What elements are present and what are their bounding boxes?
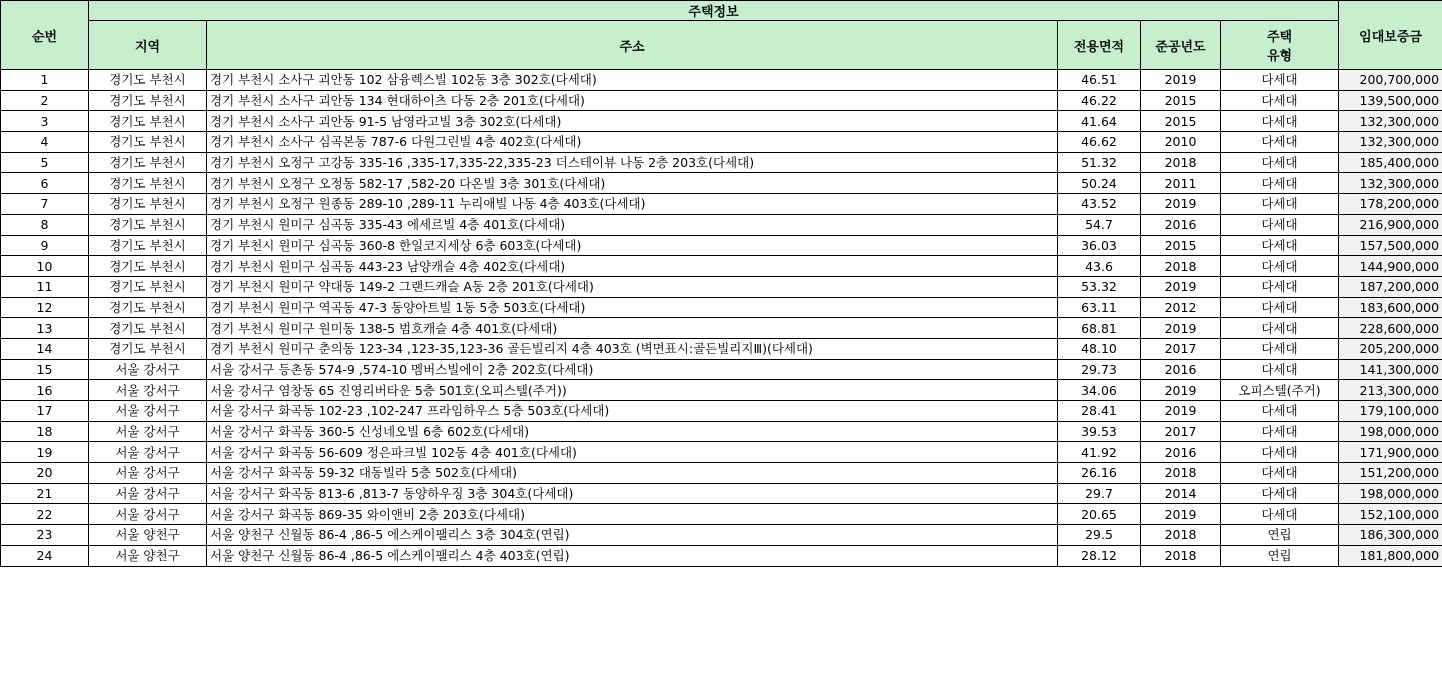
- cell-seq: 4: [1, 132, 89, 153]
- cell-region: 경기도 부천시: [89, 276, 207, 297]
- cell-year: 2019: [1141, 276, 1221, 297]
- cell-year: 2018: [1141, 525, 1221, 546]
- cell-year: 2017: [1141, 421, 1221, 442]
- cell-deposit: 198,000,000: [1339, 421, 1442, 442]
- cell-region: 서울 강서구: [89, 483, 207, 504]
- cell-address: 서울 강서구 화곡동 59-32 대동빌라 5층 502호(다세대): [207, 463, 1058, 484]
- cell-deposit: 198,000,000: [1339, 483, 1442, 504]
- cell-address: 경기 부천시 오정구 오정동 582-17 ,582-20 다온빌 3층 301호(다세대): [207, 173, 1058, 194]
- cell-address: 경기 부천시 원미구 심곡동 335-43 에세르빌 4층 401호(다세대): [207, 214, 1058, 235]
- cell-deposit: 132,300,000: [1339, 173, 1442, 194]
- cell-area: 20.65: [1058, 504, 1141, 525]
- cell-deposit: 205,200,000: [1339, 338, 1442, 359]
- cell-address: 서울 강서구 화곡동 56-609 정은파크빌 102동 4층 401호(다세대): [207, 442, 1058, 463]
- header-year: 준공년도: [1141, 21, 1221, 70]
- cell-address: 서울 양천구 신월동 86-4 ,86-5 에스케이팰리스 3층 304호(연립): [207, 525, 1058, 546]
- header-deposit: 임대보증금: [1339, 1, 1442, 70]
- cell-region: 서울 양천구: [89, 525, 207, 546]
- cell-region: 서울 양천구: [89, 545, 207, 566]
- cell-year: 2010: [1141, 132, 1221, 153]
- cell-deposit: 178,200,000: [1339, 194, 1442, 215]
- table-row: [1, 256, 1442, 277]
- cell-type: 다세대: [1221, 401, 1339, 422]
- header-housing-info: 주택정보: [89, 1, 1339, 21]
- table-row: [1, 173, 1442, 194]
- cell-year: 2018: [1141, 256, 1221, 277]
- table-row: [1, 380, 1442, 401]
- table-row: [1, 483, 1442, 504]
- header-type: [1221, 21, 1339, 70]
- cell-region: 서울 강서구: [89, 504, 207, 525]
- cell-year: 2019: [1141, 401, 1221, 422]
- cell-area: 46.22: [1058, 90, 1141, 111]
- cell-year: 2016: [1141, 442, 1221, 463]
- header-address: 주소: [207, 21, 1058, 70]
- cell-type: 다세대: [1221, 235, 1339, 256]
- table-row: [1, 111, 1442, 132]
- cell-year: 2017: [1141, 338, 1221, 359]
- cell-region: 경기도 부천시: [89, 338, 207, 359]
- cell-deposit: 144,900,000: [1339, 256, 1442, 277]
- cell-address: 경기 부천시 원미구 원미동 138-5 범호캐슬 4층 401호(다세대): [207, 318, 1058, 339]
- cell-seq: 2: [1, 90, 89, 111]
- cell-deposit: 139,500,000: [1339, 90, 1442, 111]
- cell-type: 다세대: [1221, 256, 1339, 277]
- cell-seq: 7: [1, 194, 89, 215]
- table-row: [1, 276, 1442, 297]
- cell-area: 46.51: [1058, 70, 1141, 91]
- table-row: [1, 318, 1442, 339]
- cell-area: 28.12: [1058, 545, 1141, 566]
- cell-area: 29.5: [1058, 525, 1141, 546]
- cell-year: 2016: [1141, 214, 1221, 235]
- cell-year: 2019: [1141, 70, 1221, 91]
- cell-address: 경기 부천시 소사구 심곡본동 787-6 다원그린빌 4층 402호(다세대): [207, 132, 1058, 153]
- table-row: [1, 442, 1442, 463]
- cell-seq: 23: [1, 525, 89, 546]
- table-row: [1, 421, 1442, 442]
- table-header: [1, 1, 1442, 70]
- table-row: [1, 90, 1442, 111]
- cell-deposit: 216,900,000: [1339, 214, 1442, 235]
- header-type-line1: 주택: [1266, 30, 1293, 45]
- cell-year: 2018: [1141, 545, 1221, 566]
- header-type-line2: 유형: [1266, 49, 1293, 64]
- table-body: [1, 70, 1442, 567]
- cell-deposit: 152,100,000: [1339, 504, 1442, 525]
- cell-deposit: 213,300,000: [1339, 380, 1442, 401]
- header-region: 지역: [89, 21, 207, 70]
- cell-area: 54.7: [1058, 214, 1141, 235]
- cell-region: 경기도 부천시: [89, 70, 207, 91]
- cell-address: 서울 강서구 화곡동 813-6 ,813-7 동양하우징 3층 304호(다세대): [207, 483, 1058, 504]
- table-row: [1, 70, 1442, 91]
- cell-type: 다세대: [1221, 297, 1339, 318]
- cell-region: 경기도 부천시: [89, 235, 207, 256]
- cell-type: 다세대: [1221, 463, 1339, 484]
- cell-year: 2019: [1141, 504, 1221, 525]
- cell-area: 68.81: [1058, 318, 1141, 339]
- cell-area: 39.53: [1058, 421, 1141, 442]
- cell-type: 다세대: [1221, 359, 1339, 380]
- cell-address: 서울 강서구 화곡동 869-35 와이앤비 2층 203호(다세대): [207, 504, 1058, 525]
- cell-address: 경기 부천시 오정구 고강동 335-16 ,335-17,335-22,335-23 더스테이뷰 나동 2층 203호(다세대): [207, 152, 1058, 173]
- cell-area: 36.03: [1058, 235, 1141, 256]
- cell-area: 29.7: [1058, 483, 1141, 504]
- cell-seq: 20: [1, 463, 89, 484]
- cell-seq: 6: [1, 173, 89, 194]
- header-area: 전용면적: [1058, 21, 1141, 70]
- cell-seq: 8: [1, 214, 89, 235]
- cell-region: 경기도 부천시: [89, 152, 207, 173]
- cell-area: 51.32: [1058, 152, 1141, 173]
- cell-address: 서울 강서구 화곡동 360-5 신성네오빌 6층 602호(다세대): [207, 421, 1058, 442]
- cell-seq: 5: [1, 152, 89, 173]
- cell-deposit: 200,700,000: [1339, 70, 1442, 91]
- cell-seq: 9: [1, 235, 89, 256]
- cell-year: 2015: [1141, 235, 1221, 256]
- cell-region: 경기도 부천시: [89, 132, 207, 153]
- cell-seq: 3: [1, 111, 89, 132]
- table-row: [1, 504, 1442, 525]
- cell-address: 경기 부천시 소사구 괴안동 91-5 남영라고빌 3층 302호(다세대): [207, 111, 1058, 132]
- cell-address: 서울 강서구 염창동 65 진영리버타운 5층 501호(오피스텔(주거)): [207, 380, 1058, 401]
- cell-year: 2019: [1141, 318, 1221, 339]
- cell-seq: 17: [1, 401, 89, 422]
- cell-area: 43.6: [1058, 256, 1141, 277]
- cell-type: 연립: [1221, 545, 1339, 566]
- cell-year: 2018: [1141, 463, 1221, 484]
- cell-deposit: 185,400,000: [1339, 152, 1442, 173]
- cell-area: 41.64: [1058, 111, 1141, 132]
- cell-area: 48.10: [1058, 338, 1141, 359]
- cell-year: 2015: [1141, 111, 1221, 132]
- cell-seq: 18: [1, 421, 89, 442]
- cell-type: 다세대: [1221, 173, 1339, 194]
- cell-type: 다세대: [1221, 442, 1339, 463]
- cell-type: 다세대: [1221, 338, 1339, 359]
- cell-type: 다세대: [1221, 132, 1339, 153]
- cell-seq: 15: [1, 359, 89, 380]
- cell-address: 서울 강서구 화곡동 102-23 ,102-247 프라임하우스 5층 503호(다세대): [207, 401, 1058, 422]
- table-row: [1, 401, 1442, 422]
- cell-deposit: 228,600,000: [1339, 318, 1442, 339]
- table-row: [1, 235, 1442, 256]
- cell-address: 경기 부천시 원미구 약대동 149-2 그랜드캐슬 A동 2층 201호(다세대): [207, 276, 1058, 297]
- table-row: [1, 297, 1442, 318]
- cell-year: 2018: [1141, 152, 1221, 173]
- cell-region: 경기도 부천시: [89, 256, 207, 277]
- cell-year: 2019: [1141, 380, 1221, 401]
- cell-type: 다세대: [1221, 152, 1339, 173]
- table-row: [1, 132, 1442, 153]
- cell-region: 경기도 부천시: [89, 194, 207, 215]
- table-row: [1, 359, 1442, 380]
- cell-seq: 22: [1, 504, 89, 525]
- header-seq: 순번: [1, 1, 89, 70]
- cell-address: 경기 부천시 오정구 원종동 289-10 ,289-11 누리애빌 나동 4층 403호(다세대): [207, 194, 1058, 215]
- cell-year: 2016: [1141, 359, 1221, 380]
- cell-seq: 21: [1, 483, 89, 504]
- cell-deposit: 141,300,000: [1339, 359, 1442, 380]
- cell-address: 경기 부천시 원미구 춘의동 123-34 ,123-35,123-36 골든빌리지 4층 403호 (벽면표시:골든빌리지Ⅲ)(다세대): [207, 338, 1058, 359]
- cell-deposit: 132,300,000: [1339, 111, 1442, 132]
- table-row: [1, 214, 1442, 235]
- cell-area: 43.52: [1058, 194, 1141, 215]
- cell-area: 63.11: [1058, 297, 1141, 318]
- cell-address: 경기 부천시 원미구 역곡동 47-3 동양아트빌 1동 5층 503호(다세대): [207, 297, 1058, 318]
- cell-region: 서울 강서구: [89, 463, 207, 484]
- cell-region: 경기도 부천시: [89, 214, 207, 235]
- cell-address: 경기 부천시 소사구 괴안동 134 현대하이츠 다동 2층 201호(다세대): [207, 90, 1058, 111]
- cell-region: 서울 강서구: [89, 380, 207, 401]
- table-row: [1, 194, 1442, 215]
- cell-area: 34.06: [1058, 380, 1141, 401]
- cell-type: 다세대: [1221, 111, 1339, 132]
- cell-seq: 10: [1, 256, 89, 277]
- table-row: [1, 463, 1442, 484]
- cell-year: 2014: [1141, 483, 1221, 504]
- cell-seq: 19: [1, 442, 89, 463]
- cell-deposit: 157,500,000: [1339, 235, 1442, 256]
- cell-region: 서울 강서구: [89, 401, 207, 422]
- cell-deposit: 132,300,000: [1339, 132, 1442, 153]
- cell-seq: 1: [1, 70, 89, 91]
- cell-deposit: 171,900,000: [1339, 442, 1442, 463]
- cell-seq: 24: [1, 545, 89, 566]
- cell-type: 다세대: [1221, 70, 1339, 91]
- cell-region: 경기도 부천시: [89, 111, 207, 132]
- cell-year: 2012: [1141, 297, 1221, 318]
- cell-type: 다세대: [1221, 318, 1339, 339]
- cell-year: 2015: [1141, 90, 1221, 111]
- cell-address: 서울 강서구 등촌동 574-9 ,574-10 멤버스빌에이 2층 202호(다세대): [207, 359, 1058, 380]
- cell-type: 연립: [1221, 525, 1339, 546]
- table-row: [1, 338, 1442, 359]
- cell-address: 경기 부천시 원미구 심곡동 443-23 남양캐슬 4층 402호(다세대): [207, 256, 1058, 277]
- cell-type: 다세대: [1221, 421, 1339, 442]
- cell-seq: 12: [1, 297, 89, 318]
- cell-type: 다세대: [1221, 504, 1339, 525]
- cell-region: 경기도 부천시: [89, 90, 207, 111]
- cell-area: 46.62: [1058, 132, 1141, 153]
- cell-address: 경기 부천시 원미구 심곡동 360-8 한일코지세상 6층 603호(다세대): [207, 235, 1058, 256]
- cell-area: 53.32: [1058, 276, 1141, 297]
- table-row: [1, 152, 1442, 173]
- cell-year: 2011: [1141, 173, 1221, 194]
- cell-seq: 13: [1, 318, 89, 339]
- table-row: [1, 545, 1442, 566]
- cell-seq: 16: [1, 380, 89, 401]
- cell-area: 29.73: [1058, 359, 1141, 380]
- cell-address: 서울 양천구 신월동 86-4 ,86-5 에스케이팰리스 4층 403호(연립): [207, 545, 1058, 566]
- cell-area: 41.92: [1058, 442, 1141, 463]
- cell-region: 경기도 부천시: [89, 297, 207, 318]
- cell-year: 2019: [1141, 194, 1221, 215]
- cell-type: 다세대: [1221, 483, 1339, 504]
- cell-type: 다세대: [1221, 214, 1339, 235]
- cell-region: 서울 강서구: [89, 442, 207, 463]
- cell-seq: 11: [1, 276, 89, 297]
- cell-deposit: 186,300,000: [1339, 525, 1442, 546]
- cell-type: 다세대: [1221, 276, 1339, 297]
- cell-seq: 14: [1, 338, 89, 359]
- cell-deposit: 183,600,000: [1339, 297, 1442, 318]
- cell-area: 50.24: [1058, 173, 1141, 194]
- cell-deposit: 179,100,000: [1339, 401, 1442, 422]
- cell-type: 다세대: [1221, 90, 1339, 111]
- cell-area: 26.16: [1058, 463, 1141, 484]
- cell-type: 오피스텔(주거): [1221, 380, 1339, 401]
- cell-address: 경기 부천시 소사구 괴안동 102 삼융렉스빌 102동 3층 302호(다세대): [207, 70, 1058, 91]
- cell-deposit: 187,200,000: [1339, 276, 1442, 297]
- cell-region: 경기도 부천시: [89, 318, 207, 339]
- cell-region: 경기도 부천시: [89, 173, 207, 194]
- cell-region: 서울 강서구: [89, 421, 207, 442]
- cell-deposit: 181,800,000: [1339, 545, 1442, 566]
- cell-region: 서울 강서구: [89, 359, 207, 380]
- table-row: [1, 525, 1442, 546]
- cell-deposit: 151,200,000: [1339, 463, 1442, 484]
- cell-type: 다세대: [1221, 194, 1339, 215]
- cell-area: 28.41: [1058, 401, 1141, 422]
